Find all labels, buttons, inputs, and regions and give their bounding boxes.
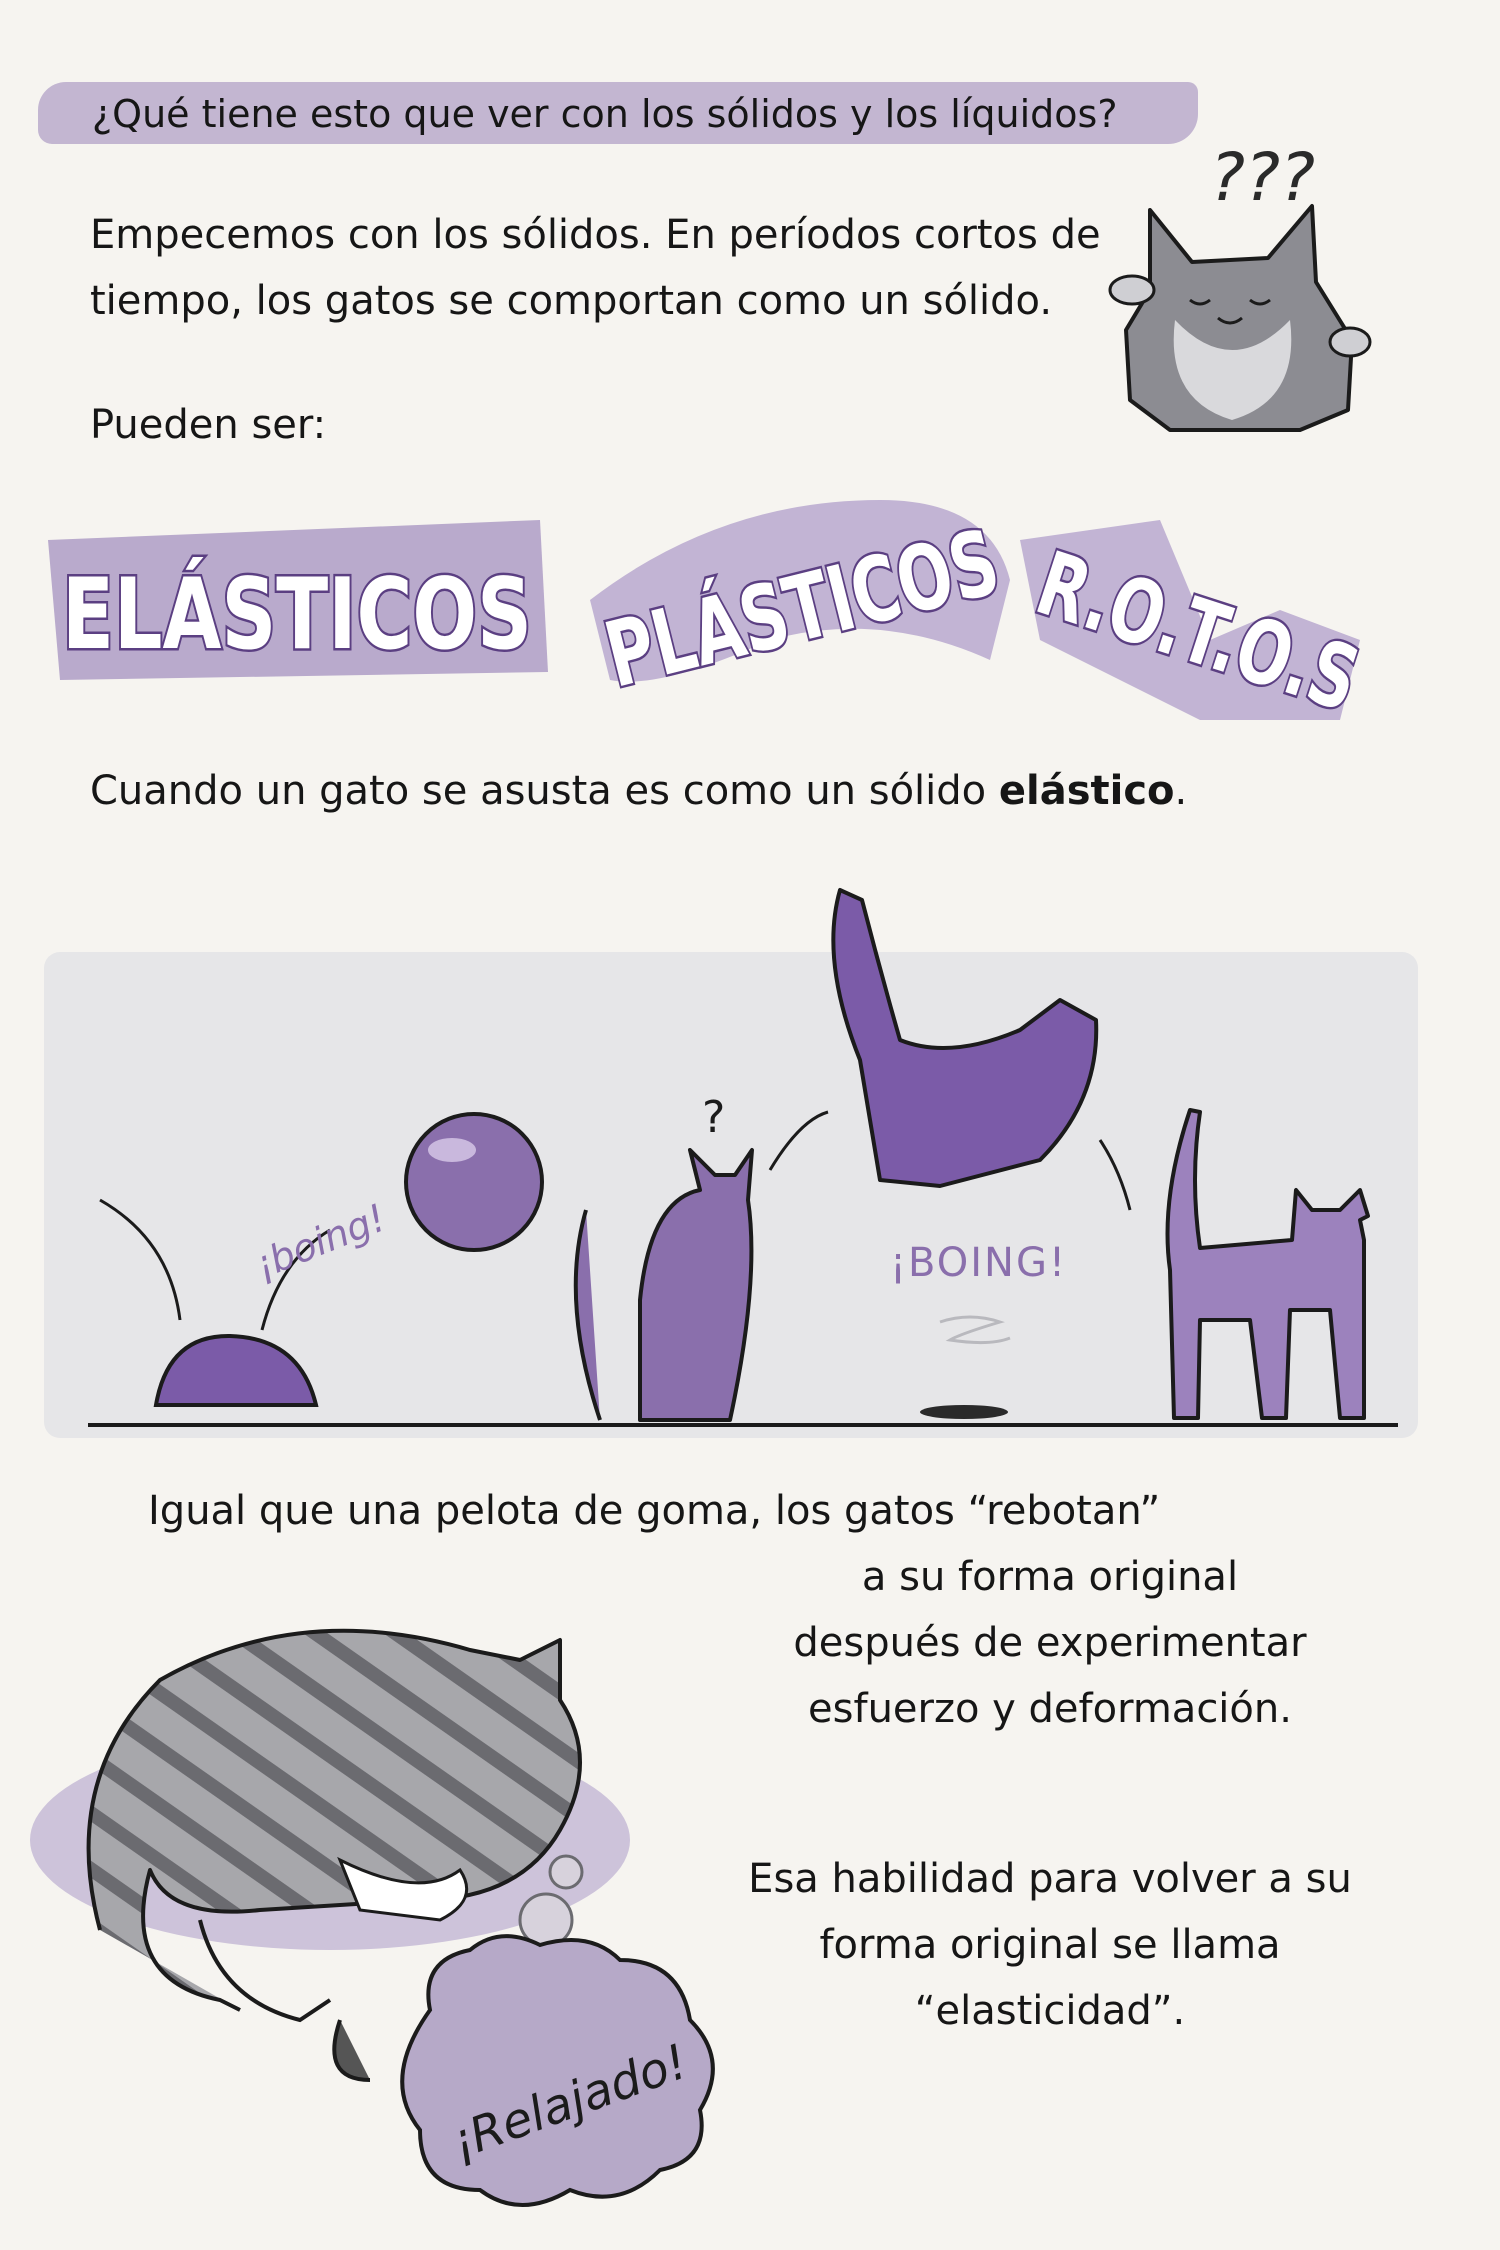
section-question: ¿Qué tiene esto que ver con los sólidos y los líquidos?	[92, 92, 1118, 136]
solid-types-banner	[48, 471, 1494, 772]
rubber-ball-line-1: Igual que una pelota de goma, los gatos “rebotan”	[148, 1488, 1161, 1534]
elastic-sentence-suffix: .	[1174, 768, 1188, 814]
elasticity-line-3: “elasticidad”.	[914, 1988, 1186, 2034]
relaxed-cat-illustration	[30, 1631, 713, 2205]
ball-sound: ¡boing!	[248, 1195, 392, 1288]
elasticity-line-1: Esa habilidad para volver a su	[748, 1856, 1352, 1902]
types-intro-label: Pueden ser:	[90, 402, 327, 448]
relaxed-label: ¡Relajado!	[443, 2033, 695, 2171]
broken-word: R.O.T.O.S	[1025, 531, 1494, 772]
rubber-ball-line-2: a su forma original	[861, 1554, 1239, 1600]
rubber-ball-line-4: esfuerzo y deformación.	[808, 1686, 1292, 1732]
elastic-sentence-bold: elástico	[998, 768, 1175, 814]
cat-sound: ¡BOING!	[890, 1240, 1068, 1286]
plastic-word: PLÁSTICOS	[595, 471, 1165, 709]
intro-paragraph: Empecemos con los sólidos. En períodos cortos de tiempo, los gatos se comportan como un sólido.	[90, 212, 1101, 324]
cat-question-mark: ?	[702, 1092, 726, 1143]
elastic-word: ELÁSTICOS	[62, 558, 667, 672]
bounce-panel	[44, 890, 1418, 1438]
confused-cat-illustration	[1110, 139, 1370, 430]
bouncing-ball	[406, 1114, 542, 1250]
elastic-sentence-prefix: Cuando un gato se asusta es como un sólido	[90, 768, 999, 814]
rubber-ball-line-3: después de experimentar	[793, 1620, 1307, 1666]
thought-marks: ???	[1210, 139, 1316, 216]
elasticity-line-2: forma original se llama	[819, 1922, 1281, 1968]
